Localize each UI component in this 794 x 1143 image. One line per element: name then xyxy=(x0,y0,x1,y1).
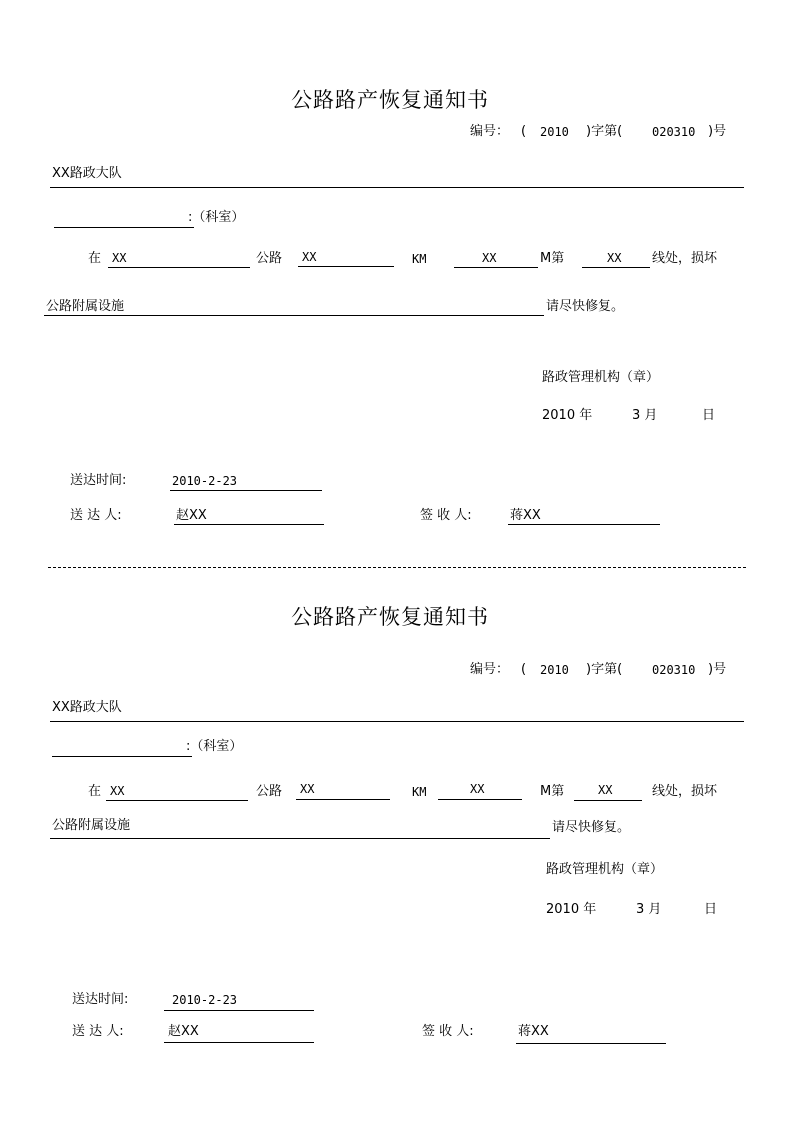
sender-label: 送 达 人: xyxy=(72,1024,124,1039)
receiver-underline xyxy=(508,524,660,525)
km-label: KM xyxy=(412,785,427,799)
serial-number: 020310 xyxy=(652,125,696,139)
line-damage: 线处，损坏 xyxy=(652,784,718,799)
road-underline xyxy=(296,799,390,800)
receiver-underline xyxy=(516,1043,666,1044)
km-value: XX xyxy=(482,251,497,265)
receiver-label: 签 收 人: xyxy=(422,1024,474,1039)
sender-value: 赵XX xyxy=(168,1024,199,1039)
send-time-label: 送达时间: xyxy=(70,473,127,488)
date-year: 2010 年 xyxy=(542,408,593,423)
at-underline xyxy=(108,267,250,268)
serial-label: 编号： xyxy=(470,124,510,139)
send-time-value: 2010-2-23 xyxy=(172,474,238,488)
serial-label: 编号： xyxy=(470,662,510,677)
date-month: 3 月 xyxy=(632,408,658,423)
facility-underline xyxy=(44,315,544,316)
at-value: XX xyxy=(110,784,125,798)
sender-value: 赵XX xyxy=(176,508,207,523)
km-value: XX xyxy=(470,782,485,796)
receiver-value: 蒋XX xyxy=(518,1024,549,1039)
line-damage: 线处，损坏 xyxy=(652,251,718,266)
at-label: 在 xyxy=(88,251,102,266)
recipient: XX路政大队 xyxy=(52,700,122,715)
receiver-value: 蒋XX xyxy=(510,508,541,523)
serial-zi: )字第( xyxy=(586,662,623,677)
m-underline xyxy=(582,267,650,268)
office-blank-line xyxy=(52,756,192,757)
serial-year: 2010 xyxy=(540,663,569,677)
km-label: KM xyxy=(412,252,427,266)
agency-seal: 路政管理机构（章） xyxy=(542,370,660,385)
request: 请尽快修复。 xyxy=(552,820,631,835)
road-label: 公路 xyxy=(256,784,283,799)
serial-hao: )号 xyxy=(708,662,727,677)
m-label: M第 xyxy=(540,784,565,799)
sender-underline xyxy=(174,524,324,525)
date-day: 日 xyxy=(702,408,716,423)
recipient-underline xyxy=(50,187,744,188)
request: 请尽快修复。 xyxy=(546,299,625,314)
send-time-underline xyxy=(170,490,322,491)
serial-number: 020310 xyxy=(652,663,696,677)
date-day: 日 xyxy=(704,902,718,917)
sender-label: 送 达 人: xyxy=(70,508,122,523)
document-title: 公路路产恢复通知书 xyxy=(291,605,489,629)
agency-seal: 路政管理机构（章） xyxy=(546,862,664,877)
date-year: 2010 年 xyxy=(546,902,597,917)
serial-paren-open: ( xyxy=(521,662,527,677)
serial-paren-open: ( xyxy=(521,124,527,139)
office-suffix: :（科室） xyxy=(188,210,245,225)
m-value: XX xyxy=(607,251,622,265)
road-value: XX xyxy=(300,782,315,796)
facility: 公路附属设施 xyxy=(52,818,131,833)
sender-underline xyxy=(164,1042,314,1043)
send-time-underline xyxy=(164,1010,314,1011)
facility: 公路附属设施 xyxy=(46,299,125,314)
m-underline xyxy=(574,800,642,801)
send-time-label: 送达时间: xyxy=(72,992,129,1007)
recipient: XX路政大队 xyxy=(52,166,122,181)
office-blank-line xyxy=(54,227,194,228)
serial-year: 2010 xyxy=(540,125,569,139)
office-suffix: :（科室） xyxy=(186,739,243,754)
km-underline xyxy=(454,267,538,268)
receiver-label: 签 收 人: xyxy=(420,508,472,523)
m-value: XX xyxy=(598,783,613,797)
recipient-underline xyxy=(50,721,744,722)
m-label: M第 xyxy=(540,251,565,266)
at-label: 在 xyxy=(88,784,102,799)
serial-zi: )字第( xyxy=(586,124,623,139)
road-underline xyxy=(298,266,394,267)
road-label: 公路 xyxy=(256,251,283,266)
serial-hao: )号 xyxy=(708,124,727,139)
at-underline xyxy=(106,800,248,801)
cut-line-divider xyxy=(48,567,746,568)
road-value: XX xyxy=(302,250,317,264)
send-time-value: 2010-2-23 xyxy=(172,993,238,1007)
facility-underline xyxy=(50,838,550,839)
document-title: 公路路产恢复通知书 xyxy=(291,88,489,112)
km-underline xyxy=(438,799,522,800)
at-value: XX xyxy=(112,251,127,265)
date-month: 3 月 xyxy=(636,902,662,917)
